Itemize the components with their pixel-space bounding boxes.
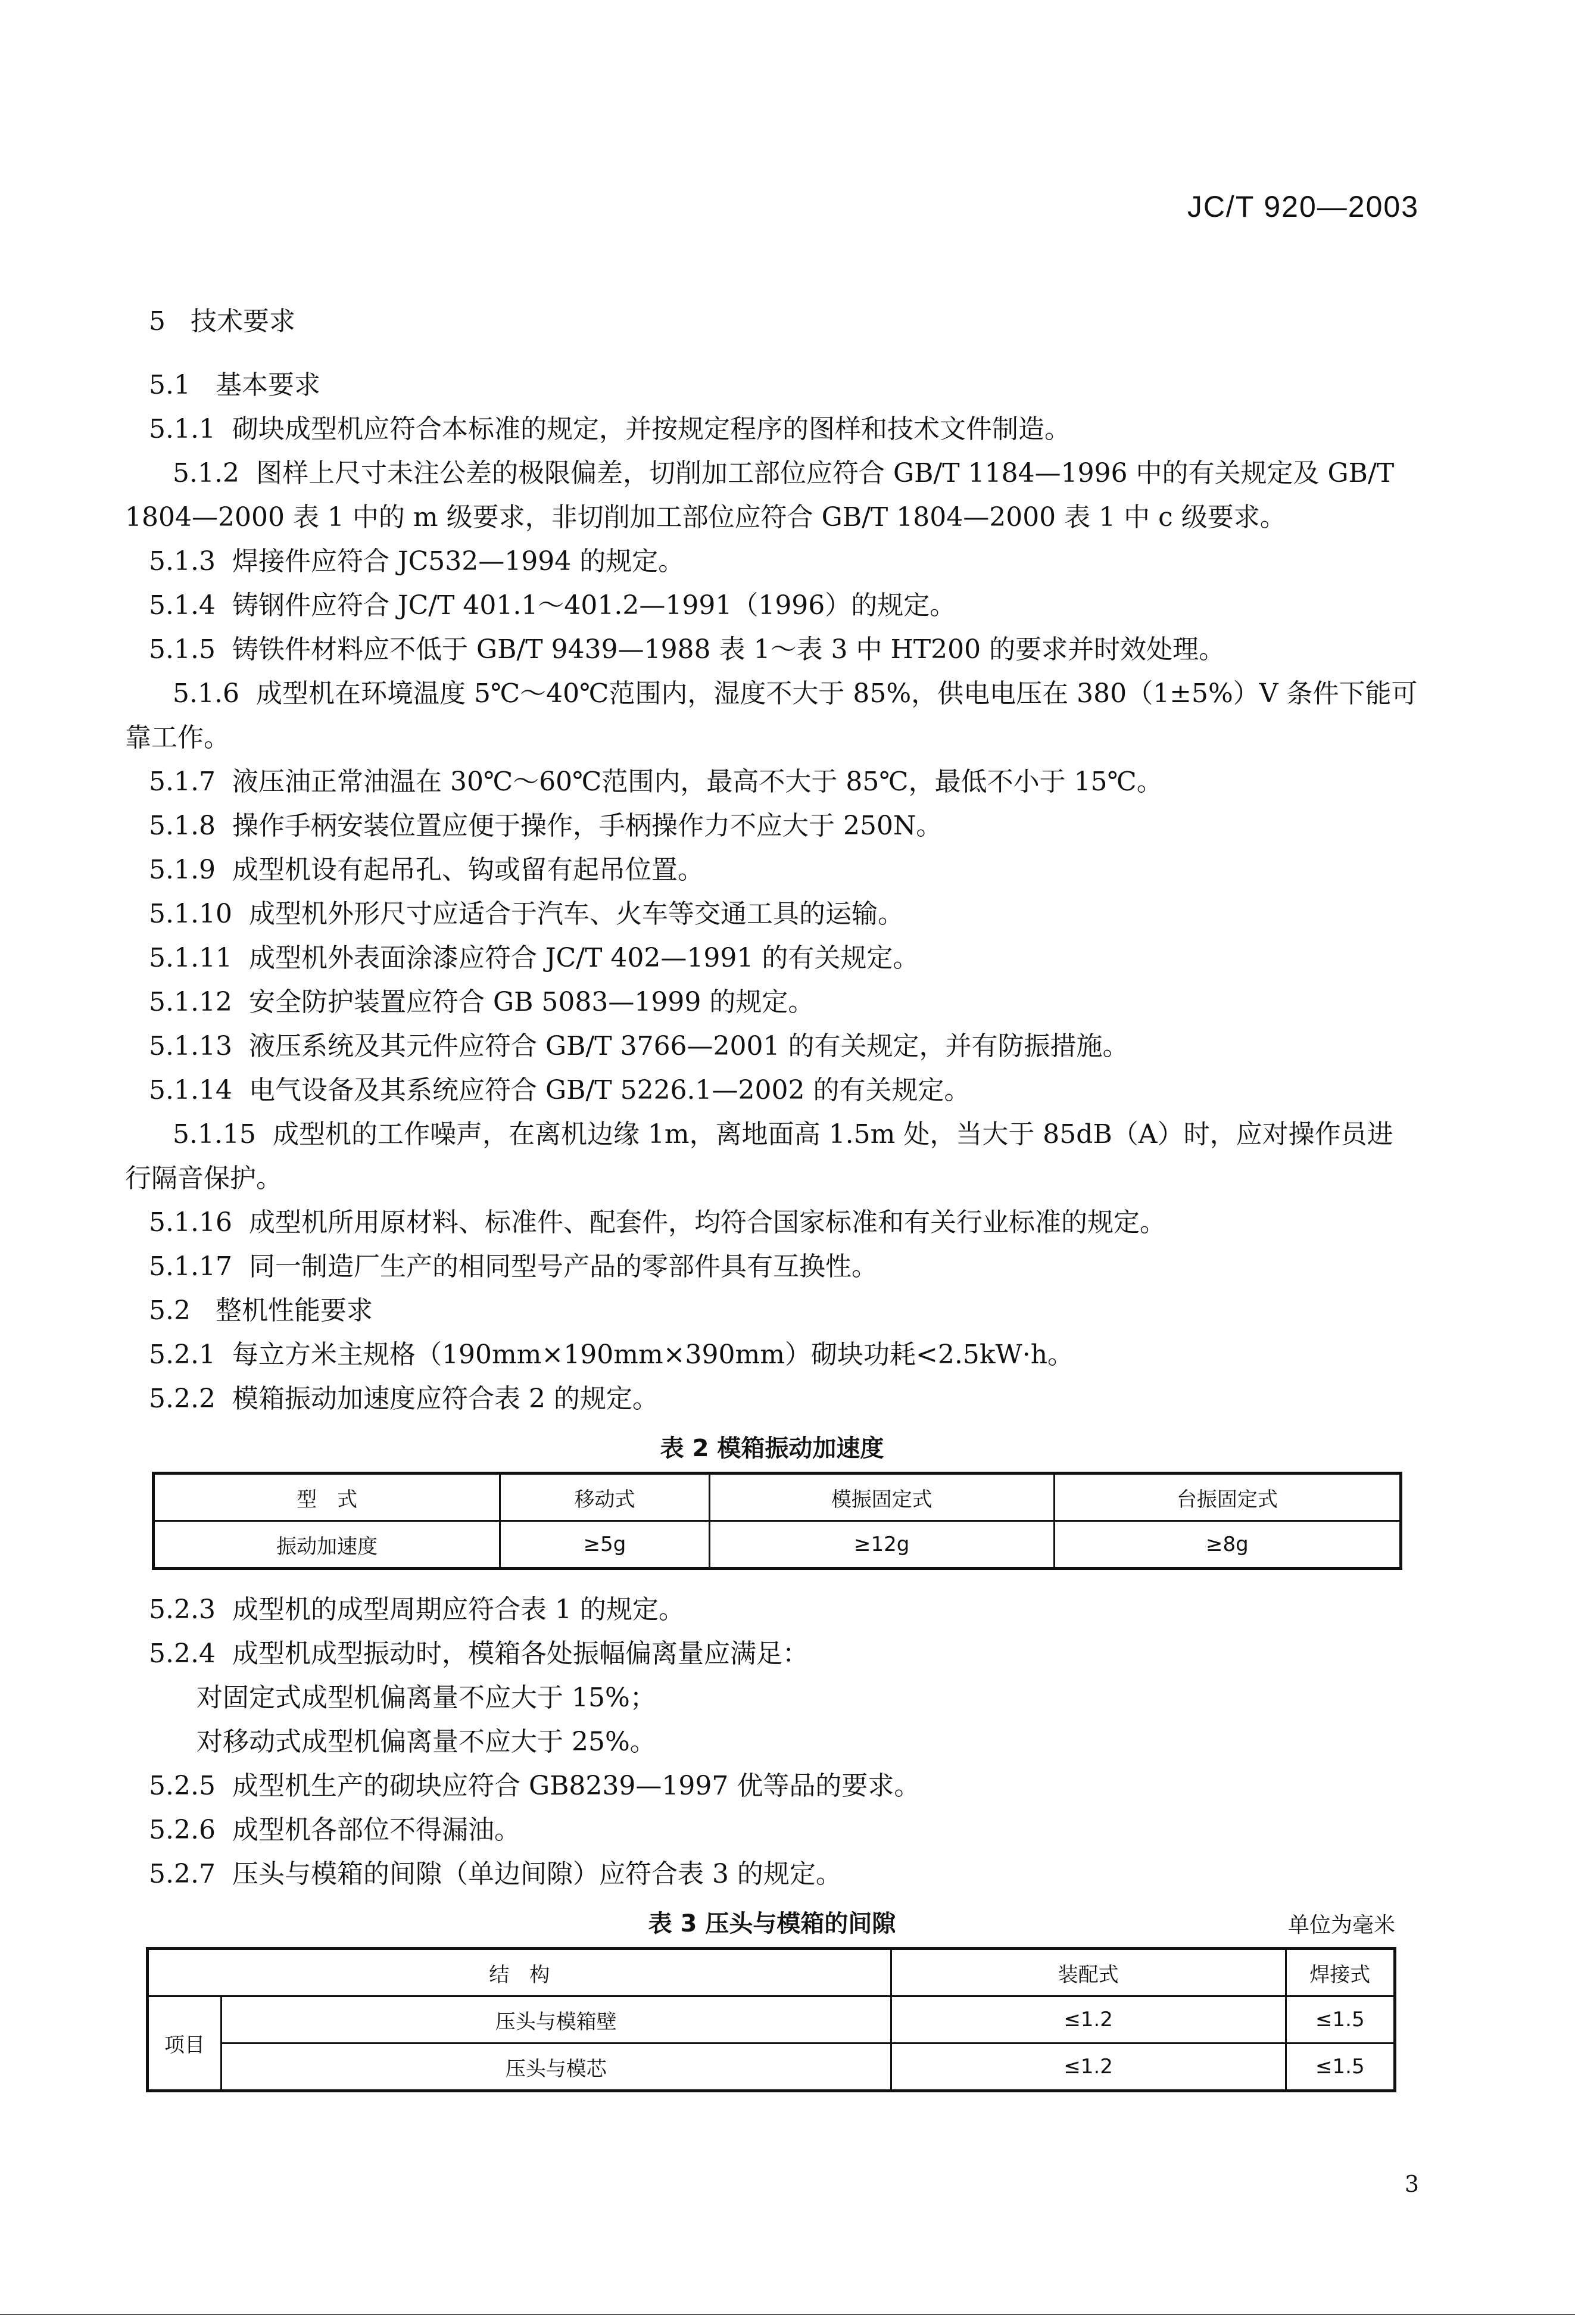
clause-text: 铸钢件应符合 JC/T 401.1～401.2—1991（1996）的规定。 (232, 590, 956, 621)
clause-number: 5.1.9 (149, 855, 216, 885)
table-3-caption: 表 3 压头与模箱的间隙 单位为毫米 (125, 1905, 1419, 1939)
clause-text: 成型机在环境温度 5℃～40℃范围内，湿度不大于 85%，供电电压在 380（1±5%）V 条件下能可靠工作。 (125, 678, 1418, 753)
standard-code: JC/T 920—2003 (1187, 190, 1419, 223)
table-header-cell: 焊接式 (1286, 1949, 1395, 1996)
table-cell: ≤1.2 (891, 1996, 1286, 2043)
clause-number: 5.1.5 (149, 634, 216, 665)
clause-5-1-4 (125, 584, 1419, 628)
clause-number: 5.1.17 (149, 1251, 232, 1282)
table-cell: ≥12g (709, 1521, 1054, 1569)
clause-text: 成型机外表面涂漆应符合 JC/T 402—1991 的有关规定。 (248, 943, 919, 973)
table-2-caption: 表 2 模箱振动加速度 (660, 1435, 884, 1462)
clause-text: 铸铁件材料应不低于 GB/T 9439—1988 表 1～表 3 中 HT200 的要求并时效处理。 (232, 634, 1225, 665)
clause-number: 5.1.2 (173, 458, 239, 488)
clause-5-1-5 (125, 628, 1419, 672)
table-row (148, 1996, 1395, 2043)
clause-5-1-3 (125, 540, 1419, 584)
table-cell: ≥5g (500, 1521, 709, 1569)
clause-text: 砌块成型机应符合本标准的规定，并按规定程序的图样和技术文件制造。 (232, 414, 1071, 444)
document-body (125, 363, 1419, 2110)
table-row (154, 1521, 1401, 1569)
clause-number: 5.1.13 (149, 1031, 232, 1061)
table-group-label: 项目 (148, 1996, 222, 2091)
table-header-cell: 模振固定式 (709, 1473, 1054, 1521)
clause-5-1-16 (125, 1201, 1419, 1245)
clause-text: 操作手柄安装位置应便于操作，手柄操作力不应大于 250N。 (232, 811, 943, 841)
section-heading (149, 300, 295, 338)
clause-text: 液压系统及其元件应符合 GB/T 3766—2001 的有关规定，并有防振措施。 (248, 1031, 1129, 1061)
subsection-5-1-heading: 5.1 基本要求 (149, 370, 320, 400)
clause-5-1-14 (125, 1068, 1419, 1113)
clause-5-1-1 (125, 407, 1419, 451)
clause-5-1-2 (125, 451, 1419, 540)
table-cell: ≥8g (1054, 1521, 1401, 1569)
table-cell: 振动加速度 (154, 1521, 500, 1569)
clause-5-2-4-line: 对固定式成型机偏离量不应大于 15%； (197, 1683, 656, 1713)
clause-number: 5.1.7 (149, 767, 216, 797)
clause-number: 5.1.15 (173, 1119, 256, 1149)
table-header-cell: 装配式 (891, 1949, 1286, 1996)
clause-5-2-7: 5.2.7 压头与模箱的间隙（单边间隙）应符合表 3 的规定。 (149, 1859, 842, 1889)
clause-text: 成型机设有起吊孔、钩或留有起吊位置。 (232, 855, 704, 885)
clause-5-2-6: 5.2.6 成型机各部位不得漏油。 (149, 1815, 520, 1845)
table-cell: ≤1.5 (1286, 1996, 1395, 2043)
clause-number: 5.1.12 (149, 987, 232, 1017)
table-row (148, 2043, 1395, 2091)
clauses-5-1 (125, 407, 1419, 1289)
scan-edge-line (0, 2314, 1575, 2315)
clause-number: 5.1.6 (173, 678, 239, 709)
table-header-cell: 台振固定式 (1054, 1473, 1401, 1521)
clause-number: 5.1.8 (149, 811, 216, 841)
clause-5-1-13 (125, 1024, 1419, 1068)
table-2 (152, 1472, 1402, 1570)
clause-5-1-8 (125, 804, 1419, 848)
table-cell: 压头与模芯 (222, 2043, 891, 2091)
table-3-unit: 单位为毫米 (1287, 1913, 1395, 1937)
clause-number: 5.1.4 (149, 590, 216, 621)
clause-number: 5.1.10 (149, 899, 232, 929)
table-3 (146, 1947, 1396, 2092)
clause-5-1-6 (125, 672, 1419, 760)
table-header-cell: 型 式 (154, 1473, 500, 1521)
clause-text: 电气设备及其系统应符合 GB/T 5226.1—2002 的有关规定。 (248, 1075, 971, 1105)
clause-text: 图样上尺寸未注公差的极限偏差，切削加工部位应符合 GB/T 1184—1996 中的有关规定及 GB/T 1804—2000 表 1 中的 m 级要求，非切削加工部位应符合 GB/T 1804—2000 表 1 中 c 级要求。 (125, 458, 1395, 532)
table-header-cell: 结 构 (148, 1949, 891, 1996)
clause-5-2-4-line: 对移动式成型机偏离量不应大于 25%。 (197, 1727, 656, 1757)
clause-text: 焊接件应符合 JC532—1994 的规定。 (232, 546, 685, 577)
section-number: 5 (149, 306, 166, 337)
clause-number: 5.1.11 (149, 943, 232, 973)
clause-5-1-7 (125, 760, 1419, 804)
clause-number: 5.1.16 (149, 1207, 232, 1238)
table-header-cell: 移动式 (500, 1473, 709, 1521)
clause-text: 安全防护装置应符合 GB 5083—1999 的规定。 (248, 987, 815, 1017)
clause-text: 同一制造厂生产的相同型号产品的零部件具有互换性。 (248, 1251, 878, 1282)
subsection-5-2-heading: 5.2 整机性能要求 (149, 1295, 373, 1326)
clause-5-2-1: 5.2.1 每立方米主规格（190mm×190mm×390mm）砌块功耗<2.5kW·h。 (149, 1339, 1074, 1370)
clause-5-1-11 (125, 936, 1419, 980)
clause-5-1-15 (125, 1113, 1419, 1201)
table-cell: 压头与模箱壁 (222, 1996, 891, 2043)
clause-5-1-10 (125, 892, 1419, 936)
clause-number: 5.1.3 (149, 546, 216, 577)
clause-5-1-17 (125, 1245, 1419, 1289)
page-number: 3 (1404, 2171, 1419, 2197)
table-row (154, 1473, 1401, 1521)
clause-5-2-5: 5.2.5 成型机生产的砌块应符合 GB8239—1997 优等品的要求。 (149, 1771, 921, 1801)
clause-number: 5.1.1 (149, 414, 216, 444)
clause-text: 成型机外形尺寸应适合于汽车、火车等交通工具的运输。 (248, 899, 904, 929)
clause-5-2-4: 5.2.4 成型机成型振动时，模箱各处振幅偏离量应满足： (149, 1638, 809, 1669)
table-cell: ≤1.5 (1286, 2043, 1395, 2091)
section-title: 技术要求 (190, 306, 295, 337)
table-cell: ≤1.2 (891, 2043, 1286, 2091)
clause-5-1-12 (125, 980, 1419, 1024)
clause-5-1-9 (125, 848, 1419, 892)
clause-5-2-3: 5.2.3 成型机的成型周期应符合表 1 的规定。 (149, 1594, 685, 1625)
clause-text: 液压油正常油温在 30℃～60℃范围内，最高不大于 85℃，最低不小于 15℃。 (232, 767, 1163, 797)
clause-text: 成型机的工作噪声，在离机边缘 1m，离地面高 1.5m 处，当大于 85dB（A）时，应对操作员进行隔音保护。 (125, 1119, 1393, 1194)
table-row (148, 1949, 1395, 1996)
clause-text: 成型机所用原材料、标准件、配套件，均符合国家标准和有关行业标准的规定。 (248, 1207, 1166, 1238)
clause-number: 5.1.14 (149, 1075, 232, 1105)
clause-5-2-2: 5.2.2 模箱振动加速度应符合表 2 的规定。 (149, 1384, 659, 1414)
